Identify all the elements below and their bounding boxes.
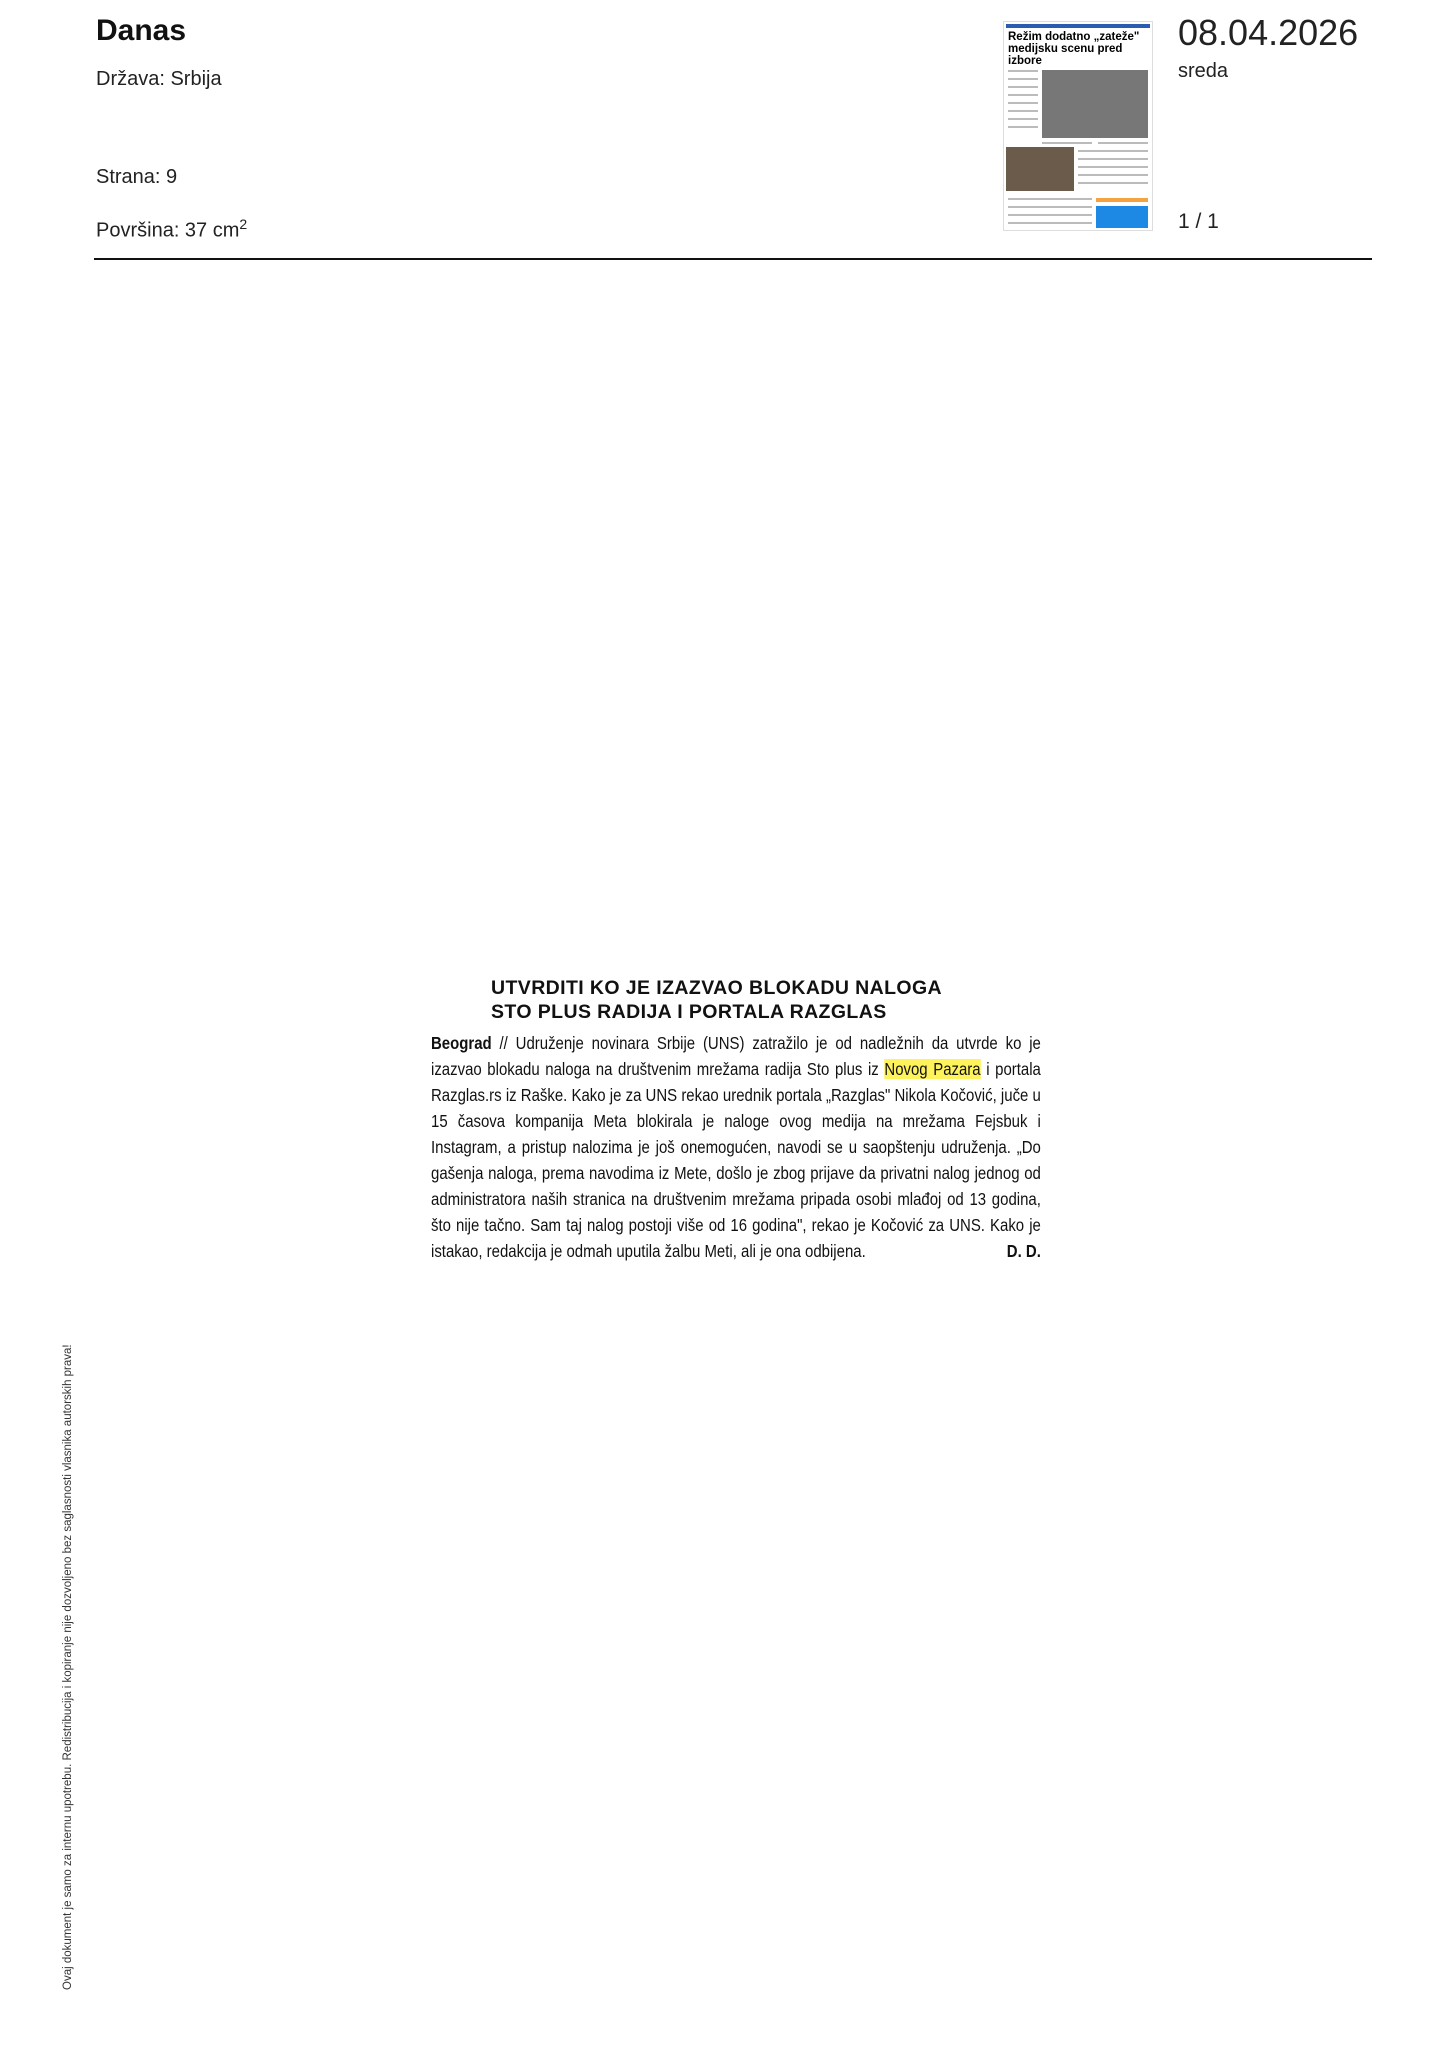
article-text: i portala Razglas.rs iz Raške. Kako je za UNS rekao urednik portala „Razglas" Nikola Kočović, juče u 15 časova kompanija Meta blokirala je naloge ovog medija na mrežama Fejsbuk i Instagram, a pristup nalozima je još onemogućen, navodi se u saopštenju udruženja. „Do gašenja naloga, prema navodima iz Mete, došlo je zbog prijave da privatni nalog jednog od administratora naših stranica na društvenim mrežama pripada osobi mlađoj od 13 godina, što nije tačno. Sam taj nalog postoji više od 16 godina", rekao je Kočović za UNS. Kako je istakao, redakcija je odmah uputila žalbu Meti, ali je ona odbijena. — [431, 1059, 1041, 1261]
article-body — [431, 1030, 1041, 1264]
page-number-label: Strana: 9 — [96, 166, 178, 188]
area-value: Površina: 37 cm — [96, 219, 240, 242]
area-exponent: 2 — [239, 216, 248, 232]
country-label: Država: Srbija — [96, 68, 222, 90]
author-signature: D. D. — [1006, 1241, 1041, 1261]
thumbnail-top-bar — [1006, 24, 1150, 28]
thumbnail-text-line — [1008, 118, 1038, 120]
thumbnail-text-line — [1008, 102, 1038, 104]
page-thumbnail[interactable] — [1003, 21, 1153, 231]
thumbnail-photo — [1006, 147, 1074, 191]
highlighted-keyword: Novog Pazara — [884, 1059, 981, 1079]
thumbnail-text-line — [1008, 94, 1038, 96]
thumbnail-text-line — [1078, 150, 1148, 152]
thumbnail-accent-bar — [1096, 198, 1148, 202]
thumbnail-headline: Režim dodatno „zateže" medijsku scenu pred izbore — [1008, 31, 1140, 67]
thumbnail-blue-box — [1096, 206, 1148, 228]
thumbnail-text-line — [1078, 182, 1148, 184]
thumbnail-text-line — [1008, 198, 1092, 200]
issue-date: 08.04.2026 — [1178, 12, 1359, 53]
thumbnail-text-line — [1008, 222, 1092, 224]
thumbnail-text-line — [1008, 206, 1092, 208]
article-headline — [491, 976, 1011, 1024]
thumbnail-photo — [1042, 70, 1148, 138]
thumbnail-text-line — [1078, 166, 1148, 168]
thumbnail-text-line — [1008, 86, 1038, 88]
thumbnail-text-line — [1042, 142, 1092, 144]
article-dateline: Beograd — [431, 1033, 492, 1053]
thumbnail-text-line — [1078, 158, 1148, 160]
copyright-notice: Ovaj dokument je samo za internu upotrebu. Redistribucija i kopiranje nije dozvoljeno bez saglasnosti vlasnika autorskih prava! — [62, 1344, 74, 1990]
thumbnail-text-line — [1078, 174, 1148, 176]
page-count: 1 / 1 — [1178, 210, 1219, 233]
thumbnail-text-line — [1008, 78, 1038, 80]
thumbnail-text-line — [1008, 214, 1092, 216]
thumbnail-text-line — [1008, 126, 1038, 128]
issue-weekday: sreda — [1178, 60, 1229, 82]
headline-line: UTVRDITI KO JE IZAZVAO BLOKADU NALOGA — [491, 977, 943, 999]
article-clipping — [431, 976, 1041, 1264]
thumbnail-text-line — [1008, 110, 1038, 112]
area-label — [96, 216, 247, 243]
header-divider — [94, 258, 1372, 260]
thumbnail-text-line — [1008, 70, 1038, 72]
article-text: // Udruženje novinara Srbije (UNS) zatražilo je od nadležnih da utvrde ko je izazvao blokadu naloga na društvenim mrežama radija Sto plus iz — [431, 1033, 1041, 1079]
headline-line: STO PLUS RADIJA I PORTALA RAZGLAS — [491, 1001, 887, 1023]
thumbnail-text-line — [1098, 142, 1148, 144]
publication-name: Danas — [96, 14, 187, 47]
